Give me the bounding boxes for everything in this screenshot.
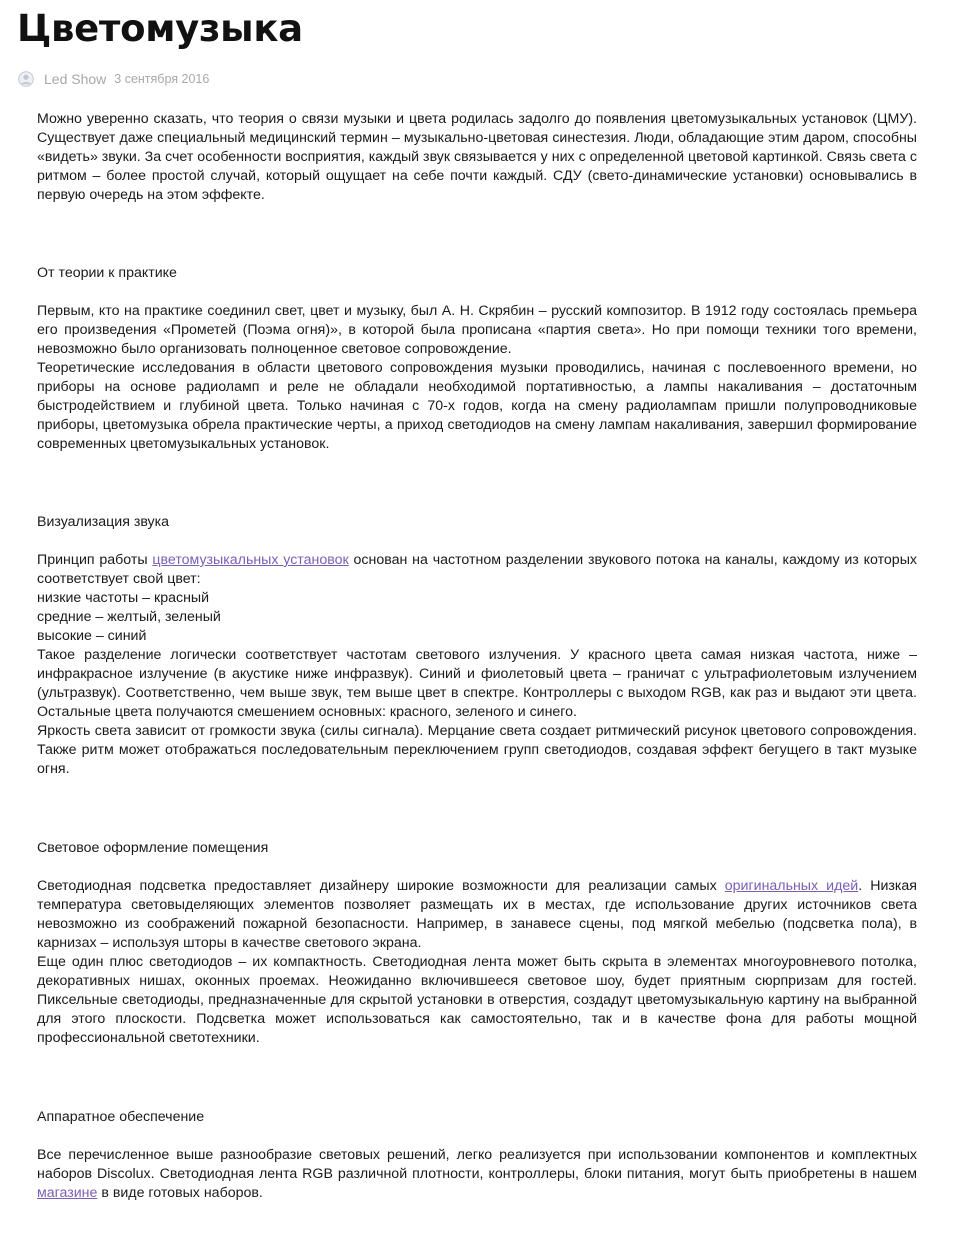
section-heading-theory: От теории к практике <box>37 265 177 281</box>
author-link[interactable]: Led Show <box>44 71 107 87</box>
text-fragment: Светодиодная подсветка предоставляет дизайнеру широкие возможности для реализации самых <box>37 878 725 894</box>
cmu-link[interactable]: цветомузыкальных установок <box>152 552 349 568</box>
user-icon <box>18 71 34 87</box>
section-paragraph <box>37 1146 917 1203</box>
frequency-line: высокие – синий <box>37 628 147 644</box>
section-heading-interior: Световое оформление помещения <box>37 840 269 856</box>
intro-paragraph: Можно уверенно сказать, что теория о связи музыки и цвета родилась задолго до появления цветомузыкальных установок (ЦМУ). Существует даже специальный медицинский термин – музыкально-цветовая синестезия. Люди, обладающие этим даром, способны «видеть» звуки. За счет особенности восприятия, каждый звук связывается у них с определенной цветовой картинкой. Связь света с ритмом – более простой случай, который ощущает на себе почти каждый. СДУ (свето-динамические установки) основывались в первую очередь на этом эффекте. <box>37 111 917 203</box>
frequency-line: средние – желтый, зеленый <box>37 609 221 625</box>
text-fragment: в виде готовых наборов. <box>97 1185 263 1201</box>
section-heading-visualization: Визуализация звука <box>37 514 170 530</box>
ideas-link[interactable]: оригинальных идей <box>724 878 859 894</box>
shop-link[interactable]: магазине <box>37 1185 98 1201</box>
section-paragraph: Еще один плюс светодиодов – их компактность. Светодиодная лента может быть скрыта в элементах многоуровневого потолка, декоративных нишах, оконных проемах. Неожиданно включившееся световое шоу, будет приятным сюрпризам для гостей. Пиксельные светодиоды, предназначенные для скрытой установки в отверстия, создадут цветомузыкальную картину на выбранной для этого плоскости. Подсветка может использоваться как самостоятельно, так и в качестве фона для работы мощной профессиональной светотехники. <box>37 954 917 1046</box>
text-fragment: Все перечисленное выше разнообразие световых решений, легко реализуется при использовании компонентов и комплектных наборов Discolux. Светодиодная лента RGB различной плотности, контроллеры, блоки питания, могут быть приобретены в нашем <box>37 1147 917 1182</box>
post-date: 3 сентября 2016 <box>114 72 210 86</box>
section-paragraph: Теоретические исследования в области цветового сопровождения музыки проводились, начиная с послевоенного времени, но приборы на основе радиоламп и реле не обладали необходимой портативностью, а лампы накаливания – достаточным быстродействием и глубиной цвета. Только начиная с 70-х годов, когда на смену радиолампам пришли полупроводниковые приборы, цветомузыка обрела практические черты, а приход светодиодов на смену лампам накаливания, завершил формирование современных цветомузыкальных установок. <box>37 360 917 452</box>
frequency-line: низкие частоты – красный <box>37 590 210 606</box>
text-fragment: основан на частотном разделении звукового потока на каналы, каждому из которых соответствует свой цвет: <box>37 552 917 587</box>
text-fragment: Принцип работы <box>37 552 153 568</box>
page-title: Цветомузыка <box>17 7 303 50</box>
section-paragraph: Яркость света зависит от громкости звука (силы сигнала). Мерцание света создает ритмический рисунок цветового сопровождения. Также ритм может отображаться последовательным переключением групп светодиодов, создавая эффект бегущего в такт музыке огня. <box>37 723 917 777</box>
section-paragraph: Первым, кто на практике соединил свет, цвет и музыку, был А. Н. Скрябин – русский композитор. В 1912 году состоялась премьера его произведения «Прометей (Поэма огня)», в которой была прописана «партия света». Но при помощи техники того времени, невозможно было организовать полноценное световое сопровождение. <box>37 303 917 357</box>
section-paragraph <box>37 551 917 589</box>
text-fragment: . Низкая температура световыделяющих элементов позволяет размещать их в местах, где использование других источников света невозможно из соображений пожарной безопасности. Например, в занавесе сцены, под мягкой мебелью (подсветка пола), в карнизах – используя шторы в качестве светового экрана. <box>37 878 917 951</box>
section-paragraph <box>37 877 917 953</box>
section-heading-hardware: Аппаратное обеспечение <box>37 1109 205 1125</box>
post-meta <box>18 70 209 88</box>
section-paragraph: Такое разделение логически соответствует частотам светового излучения. У красного цвета самая низкая частота, ниже – инфракрасное излучение (в акустике ниже инфразвук). Синий и фиолетовый цвета – граничат с ультрафиолетовым излучением (ультразвук). Соответственно, чем выше звук, тем выше цвет в спектре. Контроллеры с выходом RGB, как раз и выдают эти цвета. Остальные цвета получаются смешением основных: красного, зеленого и синего. <box>37 647 917 720</box>
